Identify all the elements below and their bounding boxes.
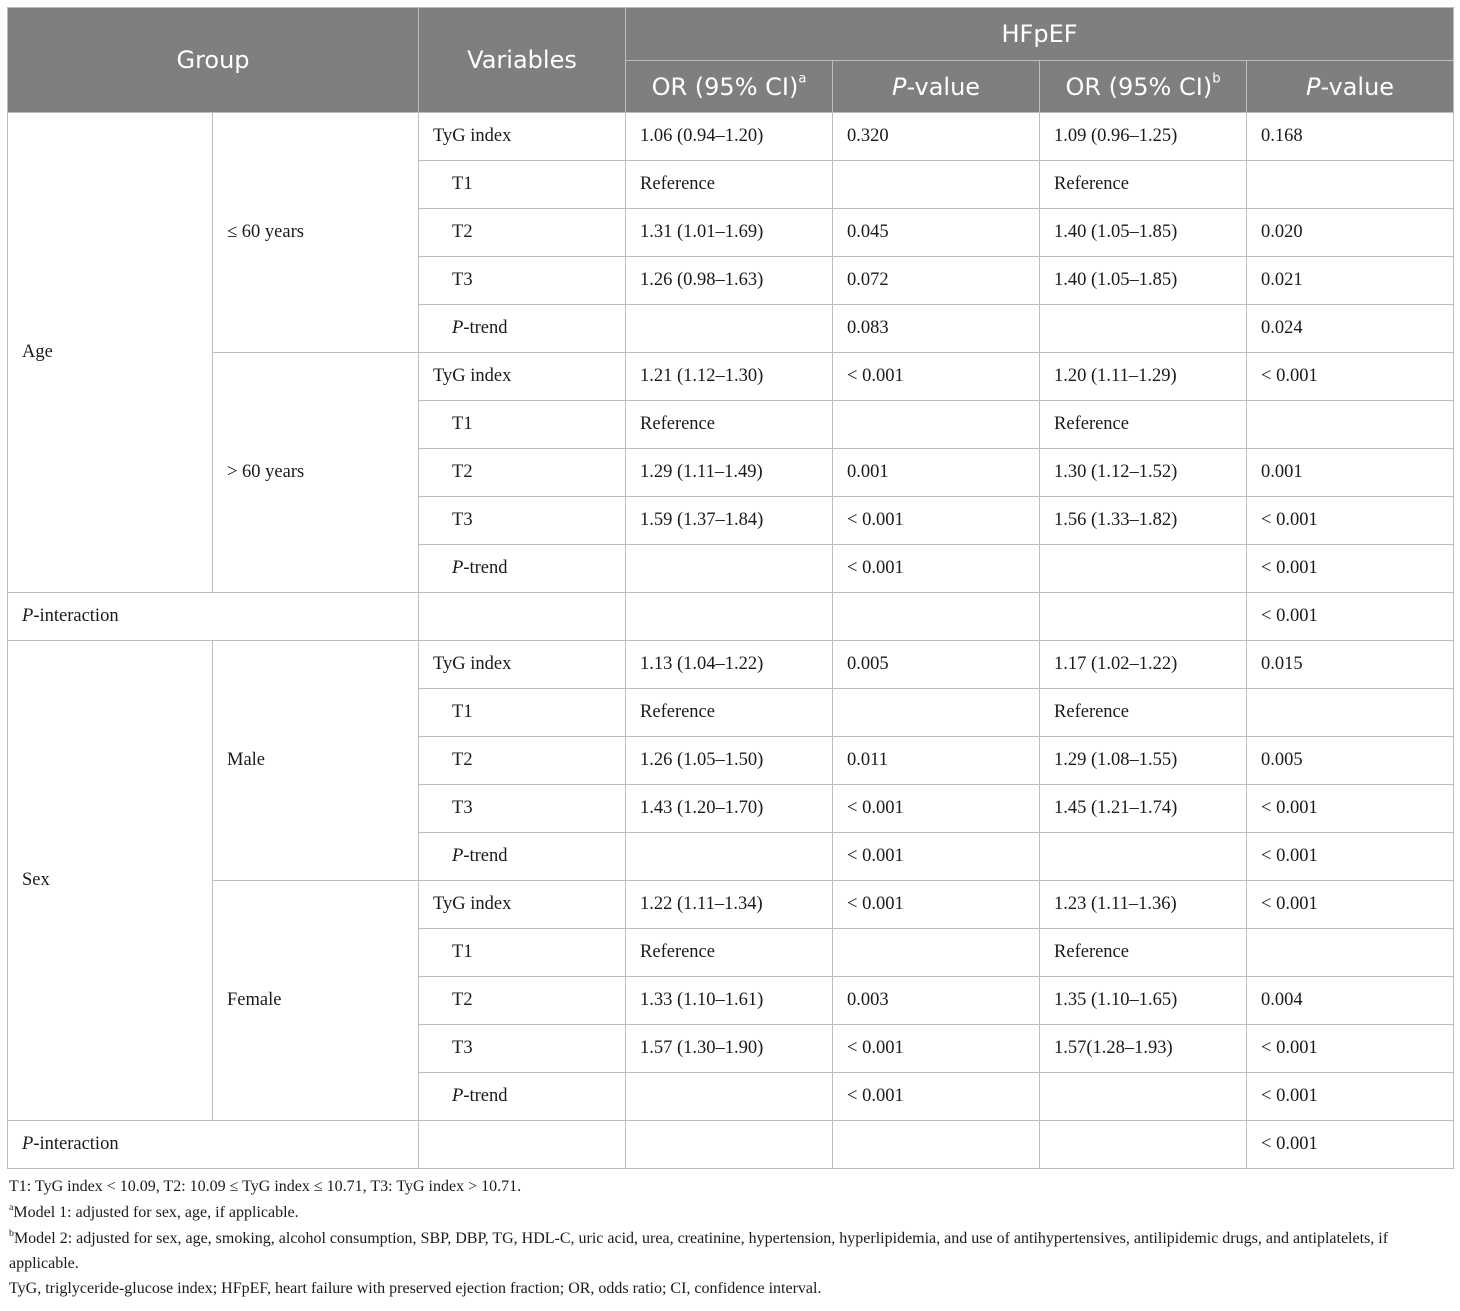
- or-model1-cell: 1.57 (1.30–1.90): [626, 1025, 833, 1073]
- p-value-model1-cell: 0.045: [833, 209, 1040, 257]
- or-model2-cell: [1040, 305, 1247, 353]
- p-interaction-value: < 0.001: [1247, 1121, 1454, 1169]
- p-value-model1-cell: 0.072: [833, 257, 1040, 305]
- p-value-model2-cell: < 0.001: [1247, 497, 1454, 545]
- variable-label: T1: [419, 401, 626, 449]
- table-row: [8, 881, 1454, 929]
- p-value-model1-cell: [833, 929, 1040, 977]
- p-value-model1-cell: < 0.001: [833, 785, 1040, 833]
- p-value-model1-cell: 0.003: [833, 977, 1040, 1025]
- or-model1-cell: 1.43 (1.20–1.70): [626, 785, 833, 833]
- or-model2-cell: Reference: [1040, 689, 1247, 737]
- p-value-model2-cell: [1247, 401, 1454, 449]
- or-model2-cell: [1040, 1121, 1247, 1169]
- group-label: Sex: [8, 641, 213, 1121]
- or-model2-cell: 1.17 (1.02–1.22): [1040, 641, 1247, 689]
- p-value-model2-cell: < 0.001: [1247, 1073, 1454, 1121]
- header-or-model2: OR (95% CI)$^b$: [1040, 61, 1247, 113]
- table-row: [8, 113, 1454, 161]
- header-p-value-model2: P-value: [1247, 61, 1454, 113]
- variable-label: P-trend: [419, 305, 626, 353]
- table-container: [7, 7, 1453, 1302]
- subgroup-label: > 60 years: [213, 353, 419, 593]
- variable-label: T1: [419, 929, 626, 977]
- subgroup-label: Female: [213, 881, 419, 1121]
- or-model2-cell: [1040, 1073, 1247, 1121]
- variable-label: [419, 593, 626, 641]
- or-model2-cell: 1.09 (0.96–1.25): [1040, 113, 1247, 161]
- or-model2-cell: [1040, 833, 1247, 881]
- table-body: [8, 113, 1454, 1169]
- p-value-model1-cell: < 0.001: [833, 545, 1040, 593]
- p-value-model2-cell: < 0.001: [1247, 545, 1454, 593]
- or-model1-cell: 1.26 (0.98–1.63): [626, 257, 833, 305]
- p-value-model1-cell: 0.001: [833, 449, 1040, 497]
- or-model1-cell: 1.22 (1.11–1.34): [626, 881, 833, 929]
- or-model1-cell: Reference: [626, 401, 833, 449]
- p-value-model2-cell: 0.004: [1247, 977, 1454, 1025]
- or-model2-cell: [1040, 545, 1247, 593]
- variable-label: TyG index: [419, 641, 626, 689]
- variable-label: T3: [419, 785, 626, 833]
- header-hfpef: HFpEF: [626, 8, 1454, 61]
- table-row: [8, 353, 1454, 401]
- or-model1-cell: [626, 833, 833, 881]
- or-model1-cell: Reference: [626, 161, 833, 209]
- or-model1-cell: [626, 305, 833, 353]
- or-model1-cell: [626, 593, 833, 641]
- or-model1-cell: 1.59 (1.37–1.84): [626, 497, 833, 545]
- p-value-model2-cell: < 0.001: [1247, 785, 1454, 833]
- variable-label: TyG index: [419, 353, 626, 401]
- or-model2-cell: [1040, 593, 1247, 641]
- p-value-model2-cell: [1247, 161, 1454, 209]
- interaction-label: P-interaction: [8, 1121, 419, 1169]
- or-model1-cell: 1.06 (0.94–1.20): [626, 113, 833, 161]
- header-variables: Variables: [419, 8, 626, 113]
- variable-label: T2: [419, 977, 626, 1025]
- or-model1-cell: [626, 1121, 833, 1169]
- interaction-row: [8, 593, 1454, 641]
- or-model2-cell: Reference: [1040, 161, 1247, 209]
- or-model1-cell: Reference: [626, 929, 833, 977]
- or-model1-cell: 1.31 (1.01–1.69): [626, 209, 833, 257]
- p-value-model1-cell: < 0.001: [833, 1025, 1040, 1073]
- or-model1-cell: 1.33 (1.10–1.61): [626, 977, 833, 1025]
- p-value-model1-cell: [833, 593, 1040, 641]
- p-value-model1-cell: [833, 401, 1040, 449]
- footnote-model1: $^a$Model 1: adjusted for sex, age, if applicable.: [9, 1202, 299, 1221]
- p-value-model2-cell: < 0.001: [1247, 1025, 1454, 1073]
- or-model2-cell: 1.40 (1.05–1.85): [1040, 209, 1247, 257]
- or-model2-cell: 1.57(1.28–1.93): [1040, 1025, 1247, 1073]
- or-model2-cell: 1.29 (1.08–1.55): [1040, 737, 1247, 785]
- variable-label: T1: [419, 161, 626, 209]
- or-model2-cell: 1.56 (1.33–1.82): [1040, 497, 1247, 545]
- variable-label: T2: [419, 209, 626, 257]
- p-value-model2-cell: [1247, 689, 1454, 737]
- or-model1-cell: [626, 545, 833, 593]
- or-model1-cell: [626, 1073, 833, 1121]
- variable-label: P-trend: [419, 833, 626, 881]
- or-model2-cell: 1.23 (1.11–1.36): [1040, 881, 1247, 929]
- p-value-model1-cell: 0.320: [833, 113, 1040, 161]
- or-model1-cell: Reference: [626, 689, 833, 737]
- results-table: [7, 7, 1454, 1169]
- header-group: Group: [8, 8, 419, 113]
- or-model2-cell: 1.30 (1.12–1.52): [1040, 449, 1247, 497]
- p-value-model1-cell: [833, 1121, 1040, 1169]
- variable-label: TyG index: [419, 881, 626, 929]
- p-value-model1-cell: 0.005: [833, 641, 1040, 689]
- footnote-model2: $^b$Model 2: adjusted for sex, age, smoking, alcohol consumption, SBP, DBP, TG, HDL-C, uric acid, urea, creatinine, hypertension, hyperlipidemia, and use of antihypertensives, antilipidemic drugs, and antiplatelets, if applicable.: [9, 1228, 1389, 1272]
- interaction-label: P-interaction: [8, 593, 419, 641]
- p-value-model1-cell: 0.083: [833, 305, 1040, 353]
- p-value-model2-cell: < 0.001: [1247, 833, 1454, 881]
- or-model2-cell: Reference: [1040, 401, 1247, 449]
- variable-label: P-trend: [419, 545, 626, 593]
- footnote-tertiles: T1: TyG index < 10.09, T2: 10.09 ≤ TyG index ≤ 10.71, T3: TyG index > 10.71.: [9, 1178, 522, 1195]
- group-label: Age: [8, 113, 213, 593]
- table-row: [8, 641, 1454, 689]
- p-interaction-value: < 0.001: [1247, 593, 1454, 641]
- or-model2-cell: 1.35 (1.10–1.65): [1040, 977, 1247, 1025]
- p-value-model1-cell: [833, 689, 1040, 737]
- variable-label: [419, 1121, 626, 1169]
- variable-label: T2: [419, 449, 626, 497]
- header-or-model1: OR (95% CI)$^a$: [626, 61, 833, 113]
- or-model2-cell: 1.40 (1.05–1.85): [1040, 257, 1247, 305]
- p-value-model1-cell: < 0.001: [833, 881, 1040, 929]
- p-value-model2-cell: 0.024: [1247, 305, 1454, 353]
- variable-label: TyG index: [419, 113, 626, 161]
- p-value-model1-cell: < 0.001: [833, 1073, 1040, 1121]
- variable-label: T2: [419, 737, 626, 785]
- or-model1-cell: 1.21 (1.12–1.30): [626, 353, 833, 401]
- variable-label: T1: [419, 689, 626, 737]
- p-value-model2-cell: 0.015: [1247, 641, 1454, 689]
- variable-label: T3: [419, 1025, 626, 1073]
- subgroup-label: ≤ 60 years: [213, 113, 419, 353]
- p-value-model2-cell: 0.020: [1247, 209, 1454, 257]
- or-model1-cell: 1.26 (1.05–1.50): [626, 737, 833, 785]
- p-value-model2-cell: < 0.001: [1247, 353, 1454, 401]
- p-value-model1-cell: [833, 161, 1040, 209]
- interaction-row: [8, 1121, 1454, 1169]
- variable-label: T3: [419, 497, 626, 545]
- subgroup-label: Male: [213, 641, 419, 881]
- p-value-model1-cell: < 0.001: [833, 497, 1040, 545]
- or-model1-cell: 1.13 (1.04–1.22): [626, 641, 833, 689]
- header-p-value-model1: P-value: [833, 61, 1040, 113]
- variable-label: T3: [419, 257, 626, 305]
- p-value-model2-cell: 0.021: [1247, 257, 1454, 305]
- p-value-model1-cell: < 0.001: [833, 353, 1040, 401]
- or-model2-cell: 1.20 (1.11–1.29): [1040, 353, 1247, 401]
- variable-label: P-trend: [419, 1073, 626, 1121]
- p-value-model2-cell: 0.001: [1247, 449, 1454, 497]
- p-value-model2-cell: 0.168: [1247, 113, 1454, 161]
- or-model2-cell: Reference: [1040, 929, 1247, 977]
- p-value-model2-cell: 0.005: [1247, 737, 1454, 785]
- p-value-model2-cell: [1247, 929, 1454, 977]
- p-value-model1-cell: 0.011: [833, 737, 1040, 785]
- footnote-abbreviations: TyG, triglyceride-glucose index; HFpEF, heart failure with preserved ejection fraction; OR, odds ratio; CI, confidence interval.: [9, 1280, 822, 1297]
- p-value-model2-cell: < 0.001: [1247, 881, 1454, 929]
- or-model2-cell: 1.45 (1.21–1.74): [1040, 785, 1247, 833]
- or-model1-cell: 1.29 (1.11–1.49): [626, 449, 833, 497]
- footnotes: [7, 1174, 1453, 1302]
- p-value-model1-cell: < 0.001: [833, 833, 1040, 881]
